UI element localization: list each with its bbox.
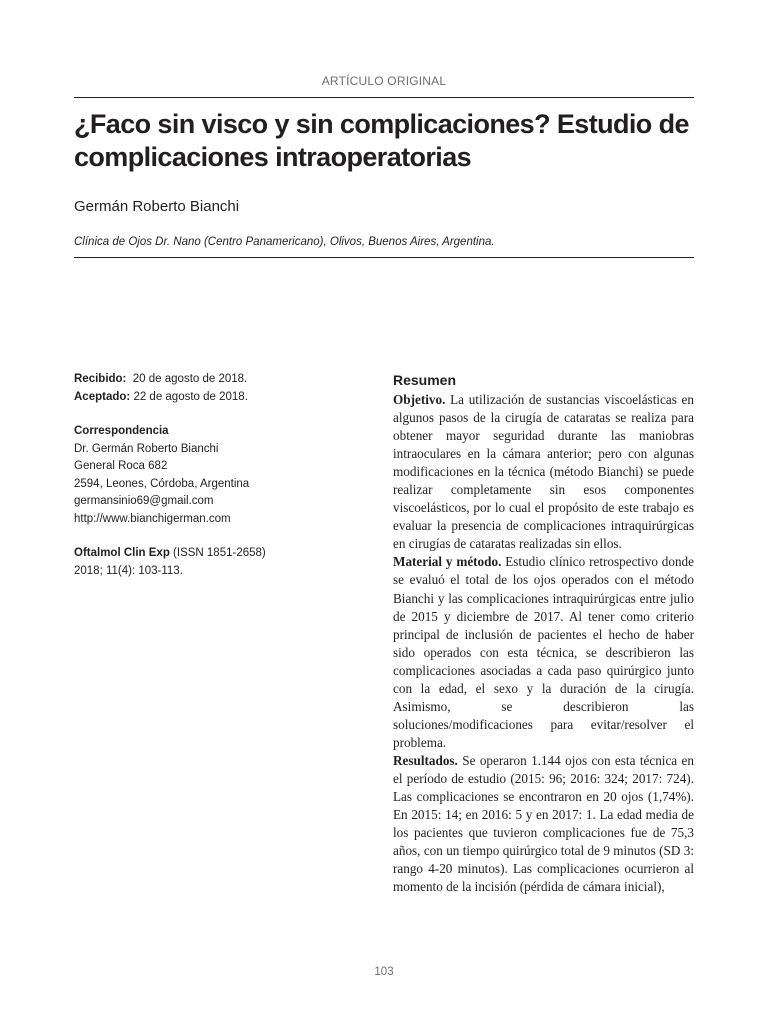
results-text: Se operaron 1.144 ojos con esta técnica en el período de estudio (2015: 96; 2016: 324; 2017: 724). Las complicaciones se encontraron en 20 ojos (1,74%). En 2015: 14; en 2016: 5 y en 2017: 1. La edad media de los pacientes que tuvieron complicaciones fue de 75,3 años, con un tiempo quirúrgico total de 9 minutos (SD 3: rango 4-20 minutos). Las complicaciones ocurrieron al momento de la incisión (pérdida de cámara inicial), — [393, 752, 694, 895]
abstract-section — [393, 371, 694, 896]
abstract-results — [393, 752, 694, 896]
correspondence-name: Dr. Germán Roberto Bianchi — [74, 442, 219, 455]
author-affiliation: Clínica de Ojos Dr. Nano (Centro Panamericano), Olivos, Buenos Aires, Argentina. — [74, 236, 495, 248]
correspondence-email[interactable]: germansinio69@gmail.com — [74, 495, 214, 507]
abstract-methods — [393, 553, 694, 752]
journal-issn: (ISSN 1851-2658) — [169, 547, 266, 559]
correspondence-website[interactable]: http://www.bianchigerman.com — [74, 512, 231, 525]
correspondence-street: General Roca 682 — [74, 460, 168, 472]
accepted-label: Aceptado: — [74, 390, 131, 403]
results-label: Resultados. — [393, 752, 458, 768]
accepted-line — [74, 389, 354, 407]
header-divider — [74, 257, 694, 258]
journal-line — [74, 545, 354, 563]
top-divider — [74, 97, 694, 98]
received-line — [74, 371, 354, 389]
received-date: 20 de agosto de 2018. — [132, 373, 248, 385]
article-title: ¿Faco sin visco y sin complicaciones? Estudio de complicaciones intraoperatorias — [74, 109, 689, 172]
author-name: Germán Roberto Bianchi — [74, 198, 240, 215]
journal-citation: 2018; 11(4): 103-113. — [74, 564, 183, 577]
section-label: ARTÍCULO ORIGINAL — [321, 74, 447, 88]
abstract-heading: Resumen — [393, 372, 457, 388]
abstract-objective — [393, 391, 694, 553]
objective-label: Objetivo. — [393, 392, 446, 407]
correspondence-heading: Correspondencia — [74, 425, 169, 437]
methods-text: Estudio clínico retrospectivo donde se evaluó el total de los ojos operados con el método Bianchi y las complicaciones intraquirúrgicas entre julio de 2015 y diciembre de 2017. Al tener como criterio principal de inclusión de pacientes el hecho de haber sido operados con esta técnica, se describieron las complicaciones asociadas a cada paso quirúrgico junto con la edad, el sexo y la duración de la cirugía. Asimismo, se describieron las soluciones/modificaciones para evitar/resolver el problema. — [393, 554, 695, 750]
methods-label: Material y método. — [393, 554, 502, 570]
journal-name: Oftalmol Clin Exp — [74, 547, 170, 559]
correspondence-city: 2594, Leones, Córdoba, Argentina — [74, 477, 250, 490]
objective-text: La utilización de sustancias viscoelásticas en algunos pasos de la cirugía de cataratas se realiza para obtener mayor seguridad durante las maniobras intraoculares en la cámara anterior; pero con algunas modificaciones en la técnica (método Bianchi) se puede realizar completamente sin esos componentes viscoelásticos, por lo cual el propósito de este trabajo es evaluar la presencia de complicaciones intraquirúrgicas en cirugías de cataratas realizadas sin ellos. — [393, 392, 694, 552]
page-number: 103 — [374, 966, 394, 978]
received-label: Recibido: — [74, 373, 127, 385]
article-metadata — [74, 371, 354, 580]
accepted-date: 22 de agosto de 2018. — [133, 390, 248, 403]
